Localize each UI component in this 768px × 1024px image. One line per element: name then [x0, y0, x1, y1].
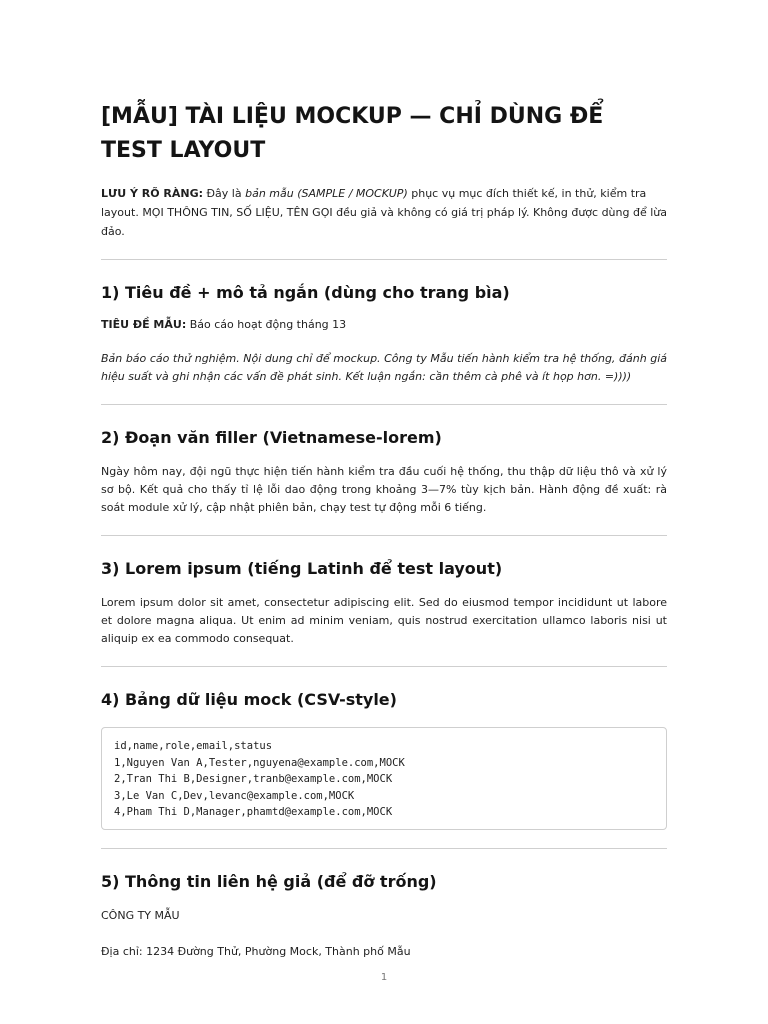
- section-2-heading: 2) Đoạn văn filler (Vietnamese-lorem): [101, 428, 442, 447]
- csv-line: 1,Nguyen Van A,Tester,nguyena@example.com,MOCK: [114, 756, 405, 769]
- notice-paragraph: [101, 184, 667, 241]
- section-2-body: Ngày hôm nay, đội ngũ thực hiện tiến hành kiểm tra đầu cuối hệ thống, thu thập dữ liệu thô và xử lý sơ bộ. Kết quả cho thấy tỉ lệ lỗi dao động trong khoảng 3—7% tùy kịch bản. Hành động đề xuất: rà soát module xử lý, cập nhật phiên bản, chạy test tự động mỗi 6 tiếng.: [101, 465, 667, 514]
- company-address: Địa chỉ: 1234 Đường Thử, Phường Mock, Thành phố Mẫu: [101, 944, 411, 958]
- section-1-description: Bản báo cáo thử nghiệm. Nội dung chỉ để mockup. Công ty Mẫu tiến hành kiểm tra hệ thống, đánh giá hiệu suất và ghi nhận các vấn đề phát sinh. Kết luận ngắn: cần thêm cà phê và ít họp hơn. =)))): [101, 352, 667, 383]
- divider: [101, 259, 667, 260]
- notice-label: LƯU Ý RÕ RÀNG:: [101, 187, 204, 200]
- document-title: [MẪU] TÀI LIỆU MOCKUP — CHỈ DÙNG ĐỂ TEST LAYOUT: [101, 104, 604, 163]
- sample-title-value: Báo cáo hoạt động tháng 13: [186, 318, 347, 331]
- notice-italic: bản mẫu (SAMPLE / MOCKUP): [245, 187, 408, 200]
- document-page: [101, 100, 667, 961]
- page-number: 1: [380, 972, 388, 983]
- section-3-heading: 3) Lorem ipsum (tiếng Latinh để test layout): [101, 559, 503, 578]
- divider: [101, 666, 667, 667]
- csv-line: 4,Pham Thi D,Manager,phamtd@example.com,MOCK: [114, 806, 393, 818]
- csv-line: 3,Le Van C,Dev,levanc@example.com,MOCK: [114, 789, 355, 802]
- csv-line: 2,Tran Thi B,Designer,tranb@example.com,MOCK: [114, 773, 393, 785]
- divider: [101, 848, 667, 849]
- divider: [101, 535, 667, 536]
- csv-line: id,name,role,email,status: [114, 740, 273, 752]
- section-3-body: Lorem ipsum dolor sit amet, consectetur adipiscing elit. Sed do eiusmod tempor incididunt ut labore et dolore magna aliqua. Ut enim ad minim veniam, quis nostrud exercitation ullamco laboris nisi ut aliquip ex ea commodo consequat.: [101, 596, 667, 645]
- sample-title-label: TIÊU ĐỀ MẪU:: [101, 318, 187, 331]
- section-5-heading: 5) Thông tin liên hệ giả (để đỡ trống): [101, 871, 437, 891]
- section-1-heading: 1) Tiêu đề + mô tả ngắn (dùng cho trang bìa): [101, 283, 510, 302]
- notice-text-2: phục vụ mục đích thiết kế, in thử, kiểm tra layout. MỌI THÔNG TIN, SỐ LIỆU, TÊN GỌI đều giả và không có giá trị pháp lý. Không được dùng để lừa đảo.: [101, 187, 667, 238]
- sample-title-line: [101, 316, 667, 334]
- divider: [101, 404, 667, 405]
- section-4-heading: 4) Bảng dữ liệu mock (CSV-style): [101, 690, 397, 709]
- notice-text-1: Đây là: [203, 187, 246, 200]
- company-name: CÔNG TY MẪU: [101, 908, 180, 922]
- csv-code-block: [101, 727, 667, 830]
